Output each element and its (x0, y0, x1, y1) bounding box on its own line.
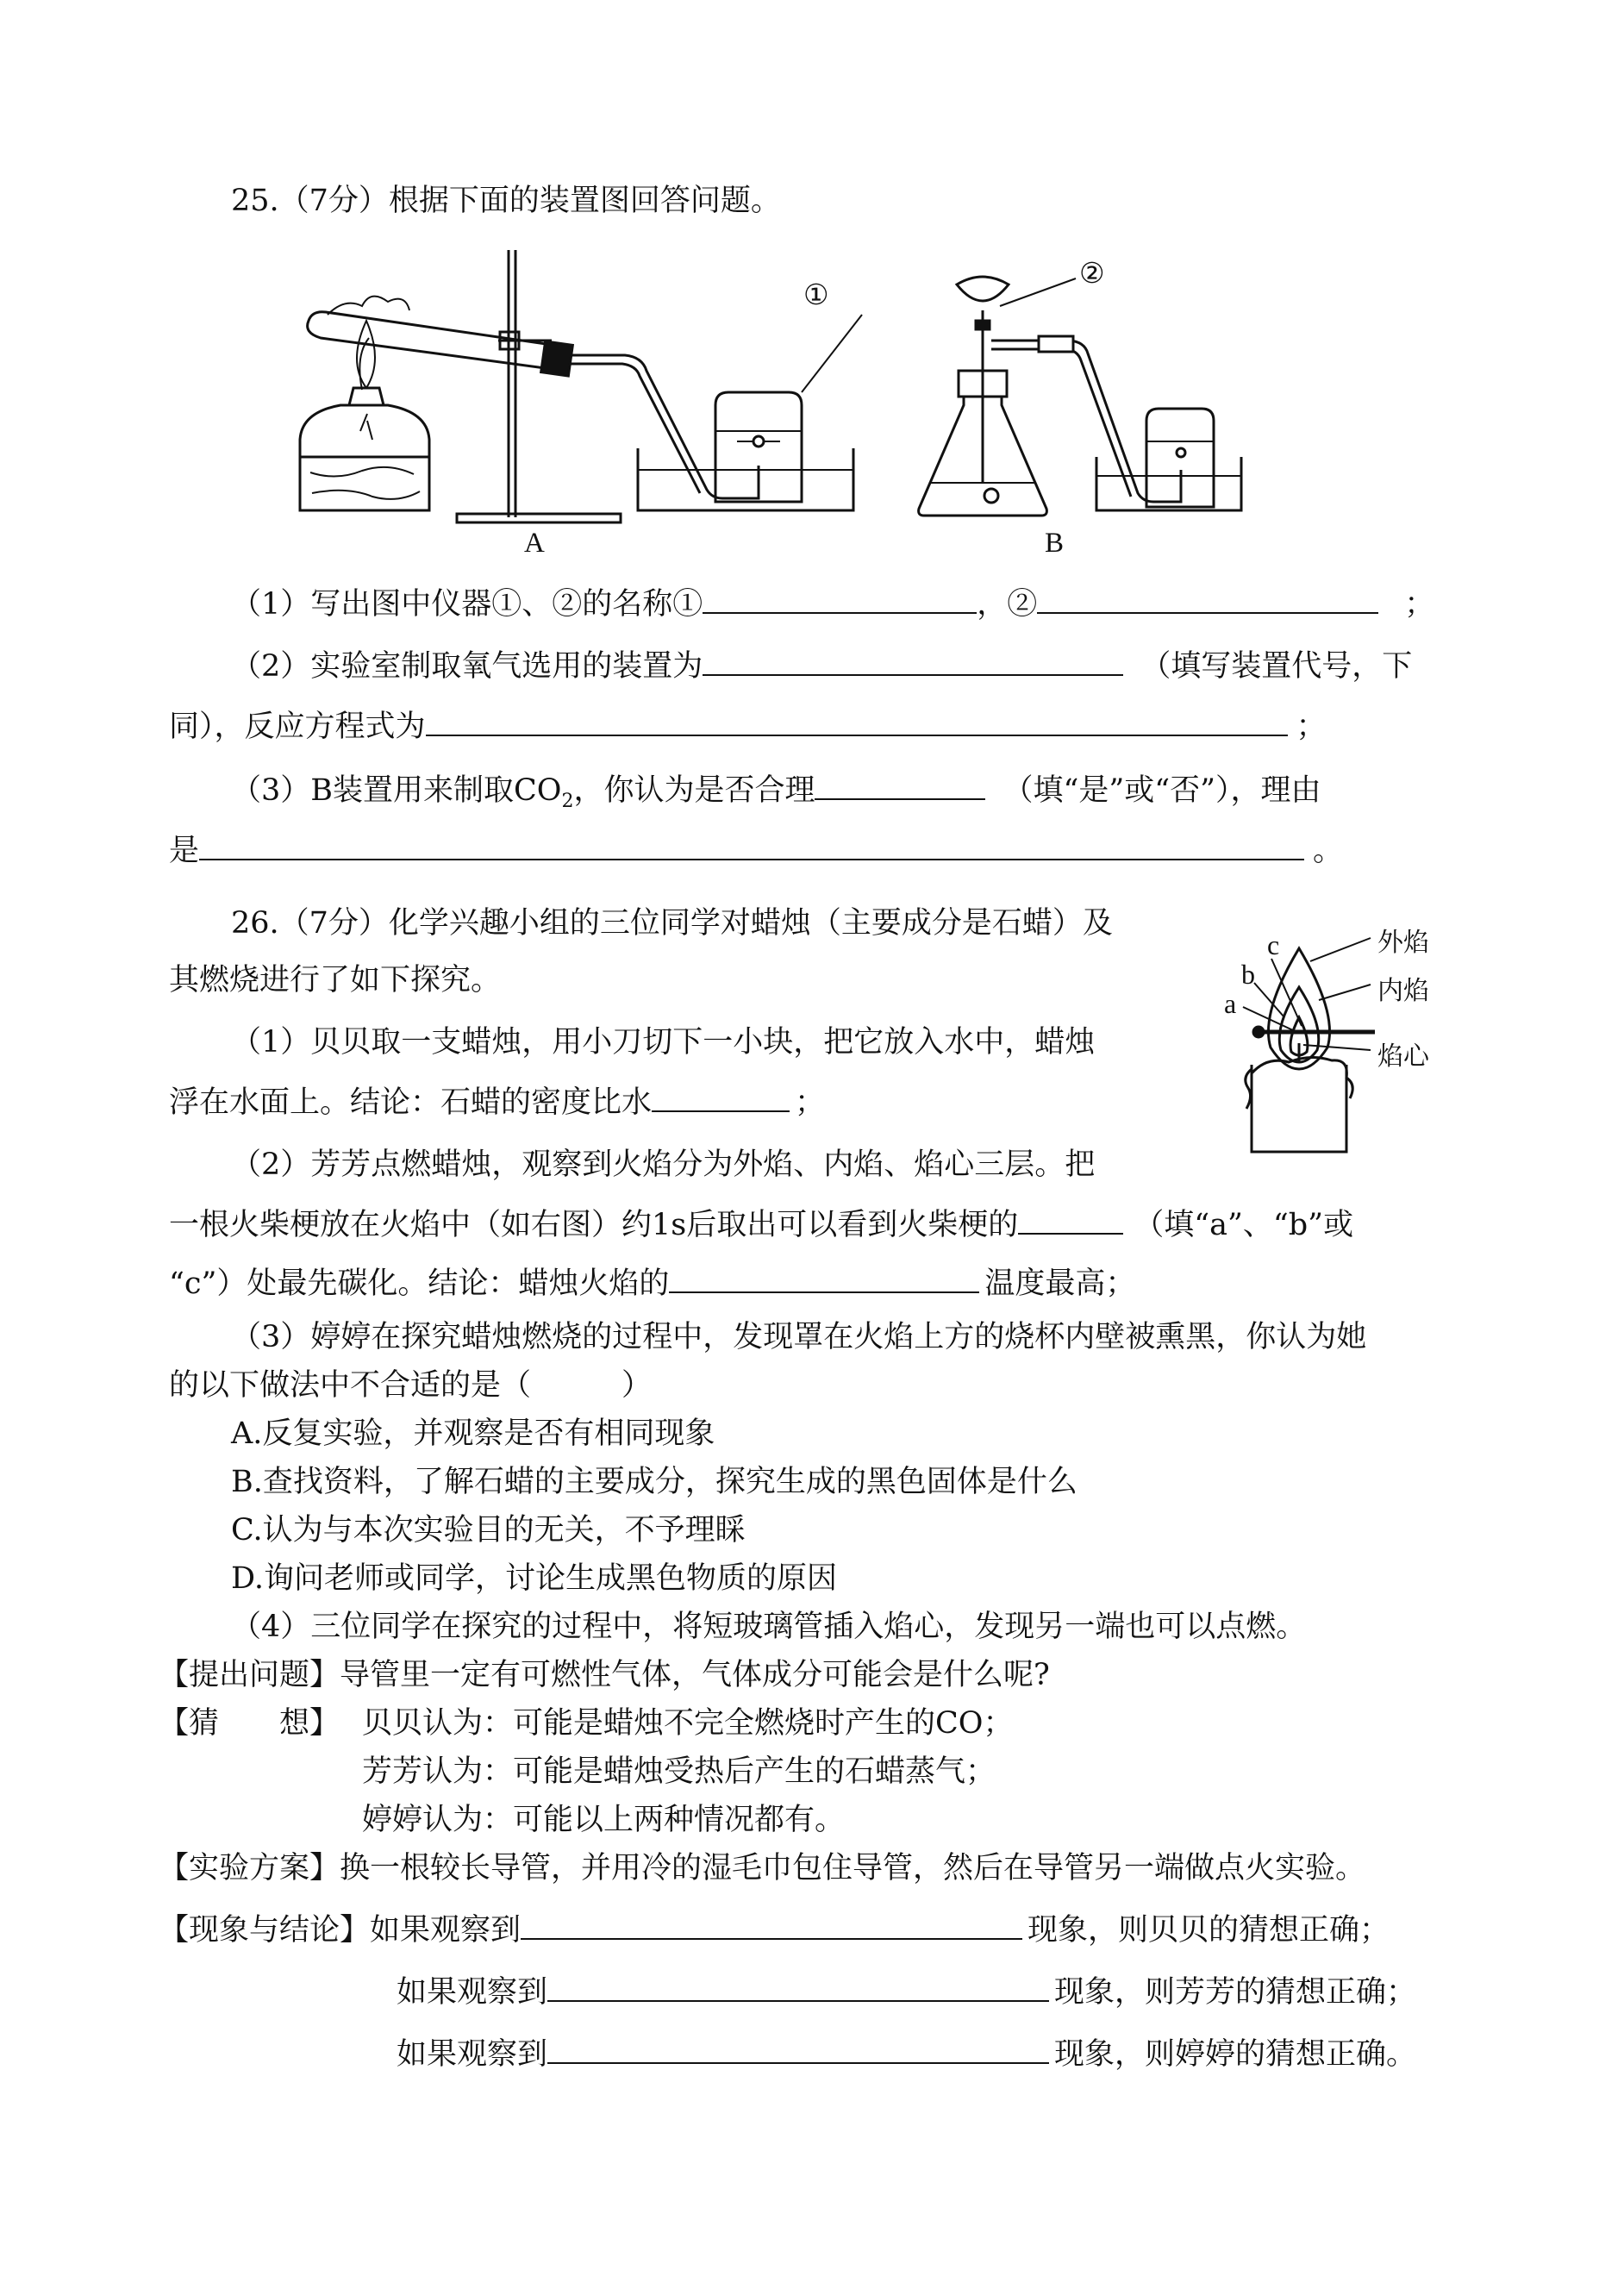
q26-part1-line2-start: 浮在水面上。结论：石蜡的密度比水 (169, 1085, 653, 1120)
q26-conclusion-3 (397, 2036, 1416, 2073)
q25-part1-mid: ，② (977, 587, 1038, 622)
q26-guess-2: 芳芳认为：可能是蜡烛受热后产生的石蜡蒸气； (362, 1754, 996, 1789)
q26-part1-line2-end: ； (795, 1085, 826, 1120)
q26-part2-line3 (169, 1266, 1135, 1302)
q25-part3-line2-start: 是 (169, 834, 200, 868)
q26-part2-line2-start: 一根火柴梗放在火焰中（如右图）约1s后取出可以看到火柴梗的 (169, 1208, 1019, 1242)
apparatus-b-label: B (1045, 528, 1065, 559)
q26-guess-3: 婷婷认为：可能以上两种情况都有。 (362, 1803, 846, 1837)
callout-1-label: ① (803, 280, 829, 311)
q25-part3-mid: ，你认为是否合理 (573, 773, 815, 808)
answer-blank-position[interactable] (1018, 1207, 1123, 1235)
answer-blank-phenomenon-3[interactable] (547, 2036, 1049, 2064)
q26-plan: 【实验方案】换一根较长导管，并用冷的湿毛巾包住导管，然后在导管另一端做点火实验。 (159, 1851, 1366, 1885)
q26-option-b[interactable]: B.查找资料，了解石蜡的主要成分，探究生成的黑色固体是什么 (231, 1465, 1077, 1499)
q26-conclusion-1-prefix: 如果观察到 (370, 1913, 522, 1948)
q26-part4-line1: （4）三位同学在探究的过程中，将短玻璃管插入焰心，发现另一端也可以点燃。 (231, 1610, 1307, 1644)
callout-2-label: ② (1079, 259, 1105, 290)
q26-option-a[interactable]: A.反复实验，并观察是否有相同现象 (231, 1416, 715, 1451)
flame-label-b: b (1241, 959, 1255, 990)
q26-part2-line3-start: “c”）处最先碳化。结论：蜡烛火焰的 (169, 1266, 670, 1301)
q25-part3-end: （填“是”或“否”），理由 (1003, 773, 1321, 808)
q26-option-c[interactable]: C.认为与本次实验目的无关，不予理睬 (231, 1513, 746, 1548)
q25-title: 25.（7分）根据下面的装置图回答问题。 (231, 184, 781, 218)
q26-conclusion-1 (159, 1912, 1390, 1948)
q26-part3-line2: 的以下做法中不合适的是（ ） (169, 1368, 653, 1403)
flame-label-outer: 外焰 (1377, 928, 1429, 958)
answer-blank-phenomenon-2[interactable] (547, 1974, 1049, 2002)
q25-part2-end: （填写装置代号，下 (1140, 649, 1413, 684)
q26-conclusion-2 (397, 1974, 1416, 2010)
q26-part3-line1: （3）婷婷在探究蜡烛燃烧的过程中，发现罩在火焰上方的烧杯内壁被熏黑，你认为她 (231, 1320, 1367, 1354)
flame-label-inner: 内焰 (1377, 976, 1429, 1006)
q25-part3-line2-end: 。 (1313, 834, 1344, 868)
q26-part2-line3-end: 温度最高； (984, 1266, 1136, 1301)
q25-part2-line2-start: 同），反应方程式为 (169, 710, 426, 744)
q25-part2-line2-end: ； (1296, 710, 1327, 744)
q25-part2-text: （2）实验室制取氧气选用的装置为 (231, 649, 703, 684)
q26-part1-line1: （1）贝贝取一支蜡烛，用小刀切下一小块，把它放入水中，蜡烛 (231, 1025, 1096, 1060)
q26-conclusion-3-end: 现象，则婷婷的猜想正确。 (1054, 2037, 1417, 2072)
q25-part3-start: （3）B装置用来制取CO (231, 773, 562, 808)
answer-blank-phenomenon-1[interactable] (521, 1912, 1022, 1940)
q26-conclusion-2-prefix: 如果观察到 (397, 1975, 548, 2010)
q26-conclusion-label: 【现象与结论】 (159, 1913, 371, 1948)
q25-part3-sub: 2 (561, 791, 574, 812)
q26-guess-label: 【猜 想】 (159, 1706, 340, 1741)
apparatus-a-label: A (524, 528, 545, 559)
answer-blank-density[interactable] (652, 1085, 790, 1112)
q26-option-d[interactable]: D.询问老师或同学，讨论生成黑色物质的原因 (231, 1561, 837, 1596)
q26-conclusion-2-end: 现象，则芳芳的猜想正确； (1054, 1975, 1417, 2010)
flame-label-core: 焰心 (1377, 1041, 1429, 1072)
q25-part1-text: （1）写出图中仪器①、②的名称① (231, 587, 703, 622)
q26-part2-line1: （2）芳芳点燃蜡烛，观察到火焰分为外焰、内焰、焰心三层。把 (231, 1148, 1096, 1182)
q26-part2-line2 (169, 1207, 1353, 1243)
q26-line1: 26.（7分）化学兴趣小组的三位同学对蜡烛（主要成分是石蜡）及 (231, 906, 1113, 941)
answer-blank-flame-layer[interactable] (669, 1266, 979, 1293)
q26-conclusion-1-end: 现象，则贝贝的猜想正确； (1027, 1913, 1390, 1948)
q26-question: 【提出问题】导管里一定有可燃性气体，气体成分可能会是什么呢? (159, 1658, 1050, 1692)
flame-label-a: a (1224, 988, 1237, 1019)
q25-part1-end: ； (1404, 587, 1435, 622)
flame-label-c: c (1267, 929, 1280, 960)
q26-guess-1: 贝贝认为：可能是蜡烛不完全燃烧时产生的CO； (362, 1706, 1014, 1741)
q26-part2-line2-end: （填“a”、“b”或 (1134, 1208, 1354, 1242)
q26-conclusion-3-prefix: 如果观察到 (397, 2037, 548, 2072)
q26-line2: 其燃烧进行了如下探究。 (169, 963, 502, 997)
q26-part1-line2 (169, 1085, 825, 1121)
